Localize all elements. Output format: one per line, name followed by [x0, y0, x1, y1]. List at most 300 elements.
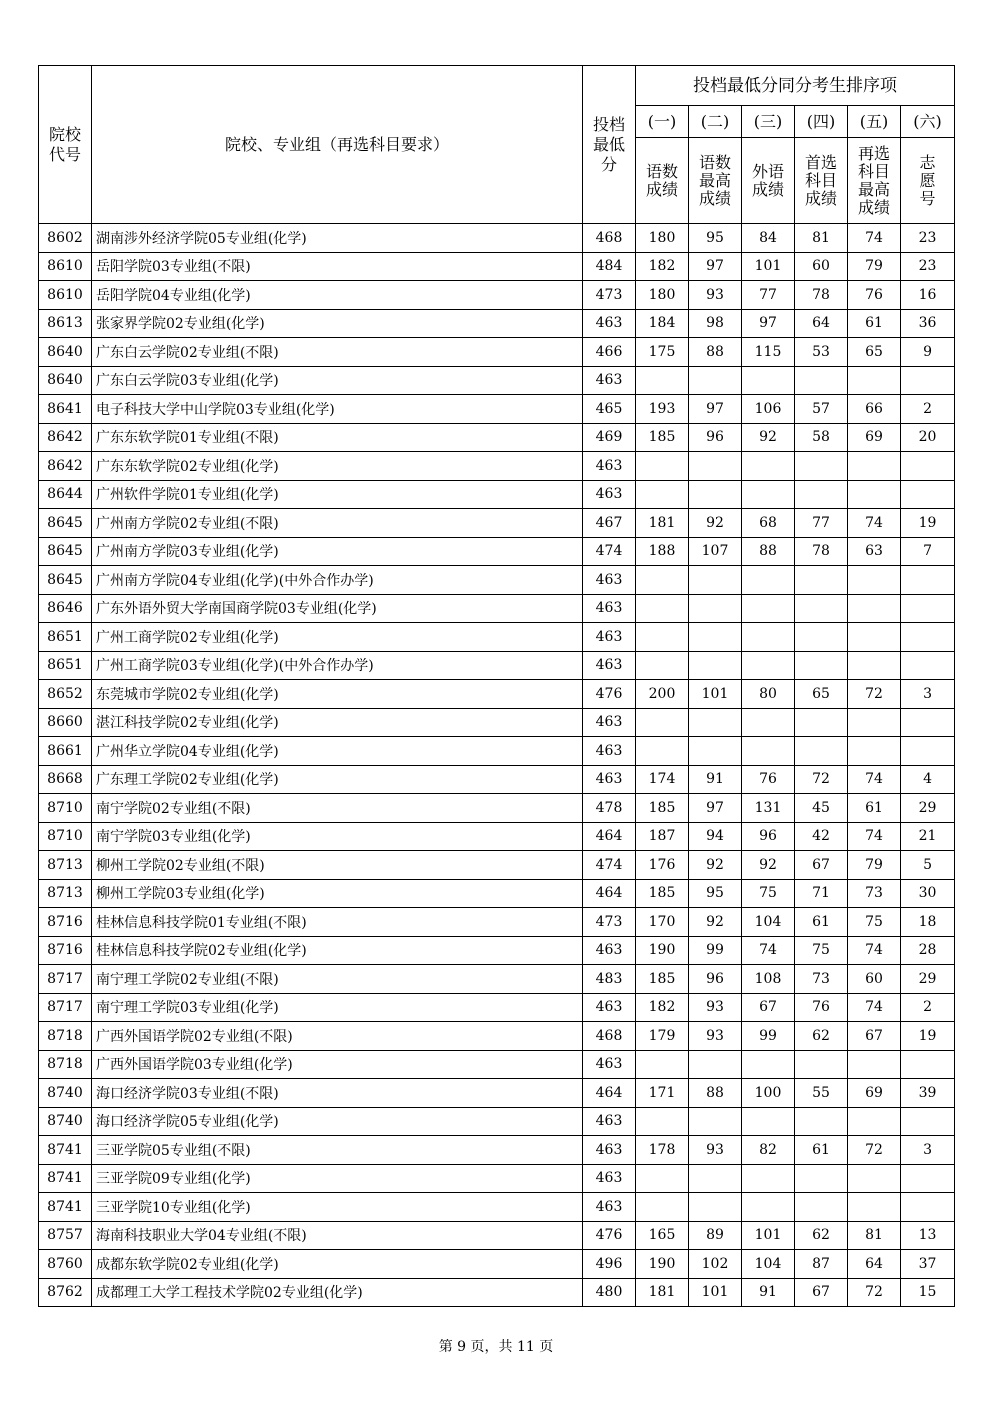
header-sort-num-3: (三): [742, 106, 795, 138]
group-name-cell: 广东东软学院02专业组(化学): [92, 452, 583, 481]
sort-3-cell: 91: [742, 1278, 795, 1307]
group-name-cell: 桂林信息科技学院01专业组(不限): [92, 908, 583, 937]
sort-4-cell: 53: [795, 338, 848, 367]
school-code-cell: 8640: [39, 338, 92, 367]
table-row: [39, 1079, 955, 1108]
header-sort-num-1: (一): [636, 106, 689, 138]
sort-1-cell: 185: [636, 423, 689, 452]
school-code-cell: 8762: [39, 1278, 92, 1307]
sort-4-cell: 62: [795, 1022, 848, 1051]
table-row: [39, 309, 955, 338]
sort-4-cell: 77: [795, 509, 848, 538]
sort-6-cell: 5: [901, 851, 955, 880]
sort-4-cell: [795, 623, 848, 652]
sort-5-cell: [848, 708, 901, 737]
min-score-cell: 463: [583, 1164, 636, 1193]
sort-3-cell: [742, 1050, 795, 1079]
sort-1-cell: [636, 566, 689, 595]
school-code-cell: 8641: [39, 395, 92, 424]
sort-1-cell: [636, 623, 689, 652]
sort-4-cell: 87: [795, 1250, 848, 1279]
min-score-cell: 476: [583, 1221, 636, 1250]
header-sort-label-5: 再选 科目 最高 成绩: [848, 138, 901, 224]
school-code-cell: 8716: [39, 936, 92, 965]
sort-5-cell: 74: [848, 936, 901, 965]
table-row: [39, 537, 955, 566]
table-row: [39, 1221, 955, 1250]
sort-2-cell: 92: [689, 908, 742, 937]
school-code-cell: 8741: [39, 1136, 92, 1165]
school-code-cell: 8645: [39, 566, 92, 595]
sort-1-cell: 200: [636, 680, 689, 709]
table-row: [39, 338, 955, 367]
sort-1-cell: 185: [636, 965, 689, 994]
sort-1-cell: 188: [636, 537, 689, 566]
table-row: [39, 1050, 955, 1079]
sort-1-cell: 182: [636, 993, 689, 1022]
sort-4-cell: [795, 1050, 848, 1079]
sort-3-cell: 104: [742, 1250, 795, 1279]
sort-4-cell: 73: [795, 965, 848, 994]
school-code-cell: 8651: [39, 651, 92, 680]
sort-1-cell: 181: [636, 509, 689, 538]
sort-1-cell: [636, 1107, 689, 1136]
sort-4-cell: [795, 1193, 848, 1222]
table-row: [39, 281, 955, 310]
sort-6-cell: 15: [901, 1278, 955, 1307]
sort-4-cell: [795, 594, 848, 623]
table-row: [39, 252, 955, 281]
min-score-cell: 473: [583, 908, 636, 937]
sort-2-cell: 88: [689, 338, 742, 367]
sort-5-cell: 61: [848, 794, 901, 823]
sort-3-cell: [742, 366, 795, 395]
table-row: [39, 993, 955, 1022]
header-sort-num-2: (二): [689, 106, 742, 138]
sort-2-cell: 97: [689, 395, 742, 424]
sort-5-cell: 74: [848, 509, 901, 538]
sort-4-cell: 71: [795, 879, 848, 908]
school-code-cell: 8668: [39, 765, 92, 794]
group-name-cell: 广州工商学院03专业组(化学)(中外合作办学): [92, 651, 583, 680]
group-name-cell: 广东白云学院03专业组(化学): [92, 366, 583, 395]
sort-6-cell: 3: [901, 680, 955, 709]
sort-3-cell: 84: [742, 224, 795, 253]
table-row: [39, 737, 955, 766]
sort-3-cell: 97: [742, 309, 795, 338]
sort-1-cell: [636, 594, 689, 623]
sort-5-cell: [848, 566, 901, 595]
table-row: [39, 936, 955, 965]
group-name-cell: 张家界学院02专业组(化学): [92, 309, 583, 338]
school-code-cell: 8717: [39, 965, 92, 994]
sort-4-cell: 81: [795, 224, 848, 253]
group-name-cell: 广东外语外贸大学南国商学院03专业组(化学): [92, 594, 583, 623]
table-row: [39, 708, 955, 737]
header-sort-num-4: (四): [795, 106, 848, 138]
sort-2-cell: 88: [689, 1079, 742, 1108]
header-school-code-text: 院校 代号: [48, 124, 81, 164]
sort-2-cell: 93: [689, 993, 742, 1022]
min-score-cell: 463: [583, 623, 636, 652]
group-name-cell: 广西外国语学院03专业组(化学): [92, 1050, 583, 1079]
school-code-cell: 8642: [39, 452, 92, 481]
sort-6-cell: [901, 594, 955, 623]
sort-1-cell: 178: [636, 1136, 689, 1165]
sort-1-cell: [636, 651, 689, 680]
table-row: [39, 851, 955, 880]
sort-3-cell: 99: [742, 1022, 795, 1051]
sort-3-cell: 100: [742, 1079, 795, 1108]
sort-4-cell: 60: [795, 252, 848, 281]
sort-3-cell: 76: [742, 765, 795, 794]
school-code-cell: 8610: [39, 281, 92, 310]
sort-5-cell: [848, 594, 901, 623]
sort-2-cell: 94: [689, 822, 742, 851]
group-name-cell: 湛江科技学院02专业组(化学): [92, 708, 583, 737]
sort-2-cell: [689, 366, 742, 395]
header-sort-label-2: 语数 最高 成绩: [689, 138, 742, 224]
school-code-cell: 8645: [39, 509, 92, 538]
sort-4-cell: 76: [795, 993, 848, 1022]
sort-5-cell: 74: [848, 822, 901, 851]
sort-3-cell: [742, 651, 795, 680]
sort-4-cell: 64: [795, 309, 848, 338]
sort-1-cell: 187: [636, 822, 689, 851]
sort-3-cell: [742, 480, 795, 509]
sort-6-cell: [901, 737, 955, 766]
sort-3-cell: [742, 566, 795, 595]
sort-6-cell: 2: [901, 395, 955, 424]
group-name-cell: 南宁理工学院03专业组(化学): [92, 993, 583, 1022]
group-name-cell: 海南科技职业大学04专业组(不限): [92, 1221, 583, 1250]
min-score-cell: 464: [583, 879, 636, 908]
table-row: [39, 651, 955, 680]
sort-6-cell: [901, 480, 955, 509]
sort-6-cell: 7: [901, 537, 955, 566]
group-name-cell: 东莞城市学院02专业组(化学): [92, 680, 583, 709]
sort-2-cell: 93: [689, 1136, 742, 1165]
sort-4-cell: [795, 566, 848, 595]
sort-6-cell: 4: [901, 765, 955, 794]
sort-6-cell: [901, 1107, 955, 1136]
sort-1-cell: [636, 1193, 689, 1222]
sort-3-cell: 115: [742, 338, 795, 367]
sort-5-cell: 79: [848, 252, 901, 281]
sort-2-cell: 92: [689, 509, 742, 538]
sort-6-cell: [901, 1050, 955, 1079]
sort-6-cell: 19: [901, 1022, 955, 1051]
sort-2-cell: [689, 566, 742, 595]
sort-2-cell: 95: [689, 224, 742, 253]
sort-6-cell: 37: [901, 1250, 955, 1279]
sort-6-cell: [901, 1193, 955, 1222]
sort-1-cell: 179: [636, 1022, 689, 1051]
sort-3-cell: 131: [742, 794, 795, 823]
table-row: [39, 566, 955, 595]
header-min-score-text: 投档 最低 分: [592, 114, 625, 174]
min-score-cell: 465: [583, 395, 636, 424]
table-row: [39, 1278, 955, 1307]
group-name-cell: 三亚学院09专业组(化学): [92, 1164, 583, 1193]
sort-1-cell: 185: [636, 879, 689, 908]
sort-5-cell: [848, 480, 901, 509]
table-row: [39, 1022, 955, 1051]
min-score-cell: 474: [583, 537, 636, 566]
header-sort-label-6: 志 愿 号: [901, 138, 955, 224]
min-score-cell: 463: [583, 452, 636, 481]
sort-6-cell: 23: [901, 252, 955, 281]
group-name-cell: 成都理工大学工程技术学院02专业组(化学): [92, 1278, 583, 1307]
sort-1-cell: 190: [636, 936, 689, 965]
sort-5-cell: [848, 452, 901, 481]
sort-3-cell: [742, 737, 795, 766]
sort-2-cell: [689, 737, 742, 766]
school-code-cell: 8613: [39, 309, 92, 338]
group-name-cell: 南宁学院02专业组(不限): [92, 794, 583, 823]
sort-6-cell: 30: [901, 879, 955, 908]
sort-5-cell: 74: [848, 224, 901, 253]
sort-4-cell: 62: [795, 1221, 848, 1250]
table-row: [39, 395, 955, 424]
sort-3-cell: 68: [742, 509, 795, 538]
sort-4-cell: 72: [795, 765, 848, 794]
group-name-cell: 广州南方学院04专业组(化学)(中外合作办学): [92, 566, 583, 595]
table-row: [39, 822, 955, 851]
sort-2-cell: [689, 708, 742, 737]
min-score-cell: 464: [583, 822, 636, 851]
sort-4-cell: [795, 651, 848, 680]
min-score-cell: 496: [583, 1250, 636, 1279]
school-code-cell: 8741: [39, 1164, 92, 1193]
table-row: [39, 765, 955, 794]
min-score-cell: 463: [583, 651, 636, 680]
sort-5-cell: [848, 1164, 901, 1193]
group-name-cell: 广西外国语学院02专业组(不限): [92, 1022, 583, 1051]
sort-6-cell: [901, 566, 955, 595]
min-score-cell: 463: [583, 737, 636, 766]
school-code-cell: 8610: [39, 252, 92, 281]
min-score-cell: 463: [583, 1107, 636, 1136]
group-name-cell: 海口经济学院03专业组(不限): [92, 1079, 583, 1108]
min-score-cell: 463: [583, 936, 636, 965]
page-number: 第 9 页，共 11 页: [438, 1339, 554, 1355]
school-code-cell: 8740: [39, 1079, 92, 1108]
table-row: [39, 1164, 955, 1193]
min-score-cell: 478: [583, 794, 636, 823]
group-name-cell: 广东白云学院02专业组(不限): [92, 338, 583, 367]
sort-1-cell: 165: [636, 1221, 689, 1250]
school-code-cell: 8646: [39, 594, 92, 623]
group-name-cell: 广州南方学院02专业组(不限): [92, 509, 583, 538]
sort-1-cell: [636, 366, 689, 395]
sort-4-cell: 61: [795, 1136, 848, 1165]
sort-5-cell: 61: [848, 309, 901, 338]
sort-5-cell: [848, 366, 901, 395]
sort-3-cell: [742, 708, 795, 737]
sort-4-cell: 45: [795, 794, 848, 823]
group-name-cell: 广州华立学院04专业组(化学): [92, 737, 583, 766]
sort-2-cell: 107: [689, 537, 742, 566]
table-row: [39, 1107, 955, 1136]
min-score-cell: 483: [583, 965, 636, 994]
group-name-cell: 广州工商学院02专业组(化学): [92, 623, 583, 652]
min-score-cell: 463: [583, 993, 636, 1022]
sort-1-cell: [636, 1050, 689, 1079]
sort-2-cell: 102: [689, 1250, 742, 1279]
table-row: [39, 423, 955, 452]
sort-6-cell: 16: [901, 281, 955, 310]
sort-2-cell: 97: [689, 252, 742, 281]
sort-2-cell: 101: [689, 680, 742, 709]
header-school-code: [39, 66, 92, 224]
sort-2-cell: [689, 594, 742, 623]
sort-2-cell: 96: [689, 965, 742, 994]
sort-2-cell: 92: [689, 851, 742, 880]
sort-4-cell: 67: [795, 851, 848, 880]
sort-3-cell: 96: [742, 822, 795, 851]
min-score-cell: 468: [583, 224, 636, 253]
school-code-cell: 8718: [39, 1050, 92, 1079]
sort-6-cell: [901, 623, 955, 652]
min-score-cell: 463: [583, 1193, 636, 1222]
sort-1-cell: 175: [636, 338, 689, 367]
sort-1-cell: [636, 480, 689, 509]
sort-4-cell: 42: [795, 822, 848, 851]
sort-2-cell: 101: [689, 1278, 742, 1307]
table-row: [39, 594, 955, 623]
sort-4-cell: 65: [795, 680, 848, 709]
table-row: [39, 965, 955, 994]
sort-3-cell: 104: [742, 908, 795, 937]
sort-5-cell: [848, 1107, 901, 1136]
group-name-cell: 电子科技大学中山学院03专业组(化学): [92, 395, 583, 424]
sort-3-cell: 106: [742, 395, 795, 424]
group-name-cell: 三亚学院05专业组(不限): [92, 1136, 583, 1165]
school-code-cell: 8660: [39, 708, 92, 737]
sort-5-cell: 72: [848, 1278, 901, 1307]
table-row: [39, 224, 955, 253]
min-score-cell: 473: [583, 281, 636, 310]
sort-3-cell: 77: [742, 281, 795, 310]
sort-5-cell: 75: [848, 908, 901, 937]
sort-4-cell: 75: [795, 936, 848, 965]
sort-5-cell: 64: [848, 1250, 901, 1279]
sort-6-cell: 23: [901, 224, 955, 253]
school-code-cell: 8644: [39, 480, 92, 509]
group-name-cell: 岳阳学院04专业组(化学): [92, 281, 583, 310]
sort-6-cell: [901, 708, 955, 737]
header-sort-label-1: 语数 成绩: [636, 138, 689, 224]
sort-5-cell: 81: [848, 1221, 901, 1250]
min-score-cell: 466: [583, 338, 636, 367]
sort-6-cell: 13: [901, 1221, 955, 1250]
sort-5-cell: [848, 623, 901, 652]
sort-6-cell: 3: [901, 1136, 955, 1165]
sort-2-cell: 93: [689, 281, 742, 310]
school-code-cell: 8651: [39, 623, 92, 652]
sort-2-cell: 99: [689, 936, 742, 965]
sort-1-cell: 190: [636, 1250, 689, 1279]
sort-5-cell: 74: [848, 993, 901, 1022]
sort-6-cell: 19: [901, 509, 955, 538]
sort-1-cell: 176: [636, 851, 689, 880]
sort-6-cell: 28: [901, 936, 955, 965]
min-score-cell: 464: [583, 1079, 636, 1108]
sort-6-cell: 18: [901, 908, 955, 937]
min-score-cell: 463: [583, 366, 636, 395]
sort-3-cell: 74: [742, 936, 795, 965]
sort-2-cell: 91: [689, 765, 742, 794]
sort-1-cell: 180: [636, 281, 689, 310]
min-score-cell: 463: [583, 1136, 636, 1165]
sort-4-cell: [795, 480, 848, 509]
header-school-name: [92, 66, 583, 224]
table-row: [39, 879, 955, 908]
sort-1-cell: 174: [636, 765, 689, 794]
sort-4-cell: 57: [795, 395, 848, 424]
sort-4-cell: 78: [795, 281, 848, 310]
table-row: [39, 480, 955, 509]
sort-5-cell: [848, 1193, 901, 1222]
group-name-cell: 成都东软学院02专业组(化学): [92, 1250, 583, 1279]
group-name-cell: 南宁理工学院02专业组(不限): [92, 965, 583, 994]
min-score-cell: 469: [583, 423, 636, 452]
sort-2-cell: [689, 480, 742, 509]
sort-4-cell: 78: [795, 537, 848, 566]
sort-3-cell: 80: [742, 680, 795, 709]
school-code-cell: 8740: [39, 1107, 92, 1136]
sort-5-cell: [848, 1050, 901, 1079]
min-score-cell: 484: [583, 252, 636, 281]
table-row: [39, 509, 955, 538]
sort-3-cell: 67: [742, 993, 795, 1022]
sort-4-cell: [795, 452, 848, 481]
group-name-cell: 岳阳学院03专业组(不限): [92, 252, 583, 281]
sort-6-cell: [901, 452, 955, 481]
sort-5-cell: 63: [848, 537, 901, 566]
header-sort-title: [636, 66, 955, 106]
sort-4-cell: 58: [795, 423, 848, 452]
table-row: [39, 623, 955, 652]
sort-2-cell: [689, 1050, 742, 1079]
header-sort-num-6: (六): [901, 106, 955, 138]
sort-5-cell: 72: [848, 680, 901, 709]
sort-3-cell: [742, 452, 795, 481]
table-row: [39, 1136, 955, 1165]
admission-score-table: [38, 65, 955, 1307]
sort-1-cell: [636, 737, 689, 766]
sort-4-cell: [795, 1107, 848, 1136]
sort-4-cell: [795, 737, 848, 766]
sort-2-cell: [689, 651, 742, 680]
sort-6-cell: 21: [901, 822, 955, 851]
school-code-cell: 8741: [39, 1193, 92, 1222]
sort-4-cell: [795, 708, 848, 737]
sort-2-cell: [689, 623, 742, 652]
table-row: [39, 908, 955, 937]
group-name-cell: 广州南方学院03专业组(化学): [92, 537, 583, 566]
min-score-cell: 463: [583, 765, 636, 794]
sort-3-cell: 108: [742, 965, 795, 994]
sort-5-cell: [848, 651, 901, 680]
page-footer: [0, 1336, 992, 1356]
sort-4-cell: 61: [795, 908, 848, 937]
group-name-cell: 柳州工学院02专业组(不限): [92, 851, 583, 880]
sort-2-cell: 96: [689, 423, 742, 452]
group-name-cell: 广东理工学院02专业组(化学): [92, 765, 583, 794]
school-code-cell: 8713: [39, 879, 92, 908]
